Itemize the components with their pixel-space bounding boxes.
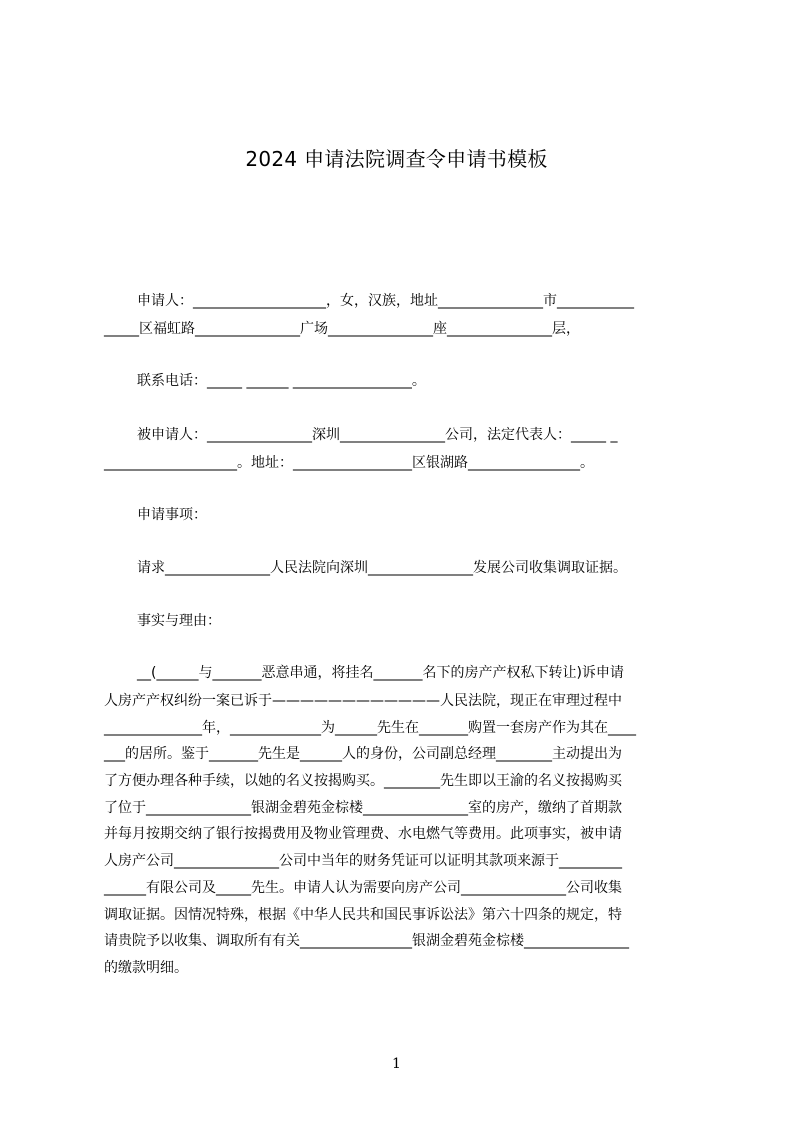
facts-line-2: 人房产产权纠纷一案已诉于————————————人民法院，现正在审理过程中 [104,693,622,709]
facts-line-3: ______________年，_____________为______先生在_______购置一套房产作为其在____ [104,720,636,736]
facts-line-11: 请贵院予以收集、调取所有有关________________银湖金碧苑金棕楼_______________ [104,933,629,949]
contact-phone-line: 联系电话：_____ ______ _________________。 [137,373,426,389]
facts-line-10: 调取证据。因情况特殊，根据《中华人民共和国民事诉讼法》第六十四条的规定，特 [104,907,622,923]
facts-line-7: 并每月按期交纳了银行按揭费用及物业管理费、水电燃气等费用。此项事实，被申请 [104,826,622,842]
page-number: 1 [392,1056,401,1072]
applicant-line-2: _____区福虹路_______________广场_______________座_______________层， [104,321,580,337]
facts-line-4: ___的居所。鉴于_______先生是______人的身份，公司副总经理________主动提出为 [104,746,622,762]
respondent-line-2: ___________________。地址：_________________区银湖路________________。 [104,455,594,471]
facts-line-6: 了位于_______________银湖金碧苑金棕楼_______________室的房产，缴纳了首期款 [104,800,622,816]
facts-line-8: 人房产公司_______________公司中当年的财务凭证可以证明其款项来源于_________ [104,853,622,869]
facts-heading: 事实与理由： [137,613,221,629]
facts-line-9: ______有限公司及_____先生。申请人认为需要向房产公司_______________公司收集 [104,880,622,896]
facts-line-5: 了方便办理各种手续，以她的名义按揭购买。________先生即以王渝的名义按揭购买 [104,773,622,789]
respondent-line-1: 被申请人：_______________深圳_______________公司，法定代表人：_____ _ [137,427,618,443]
applicant-line-1: 申请人：___________________，女，汉族，地址_______________市___________ [137,293,634,309]
document-title: 2024 申请法院调查令申请书模板 [245,147,548,171]
facts-line-1: __(______与_______恶意串通，将挂名_______名下的房产产权私下转让)诉申请 [137,665,624,681]
facts-line-12: 的缴款明细。 [104,960,188,976]
request-line: 请求_______________人民法院向深圳_______________发展公司收集调取证据。 [137,560,627,576]
request-heading: 申请事项： [137,507,207,523]
